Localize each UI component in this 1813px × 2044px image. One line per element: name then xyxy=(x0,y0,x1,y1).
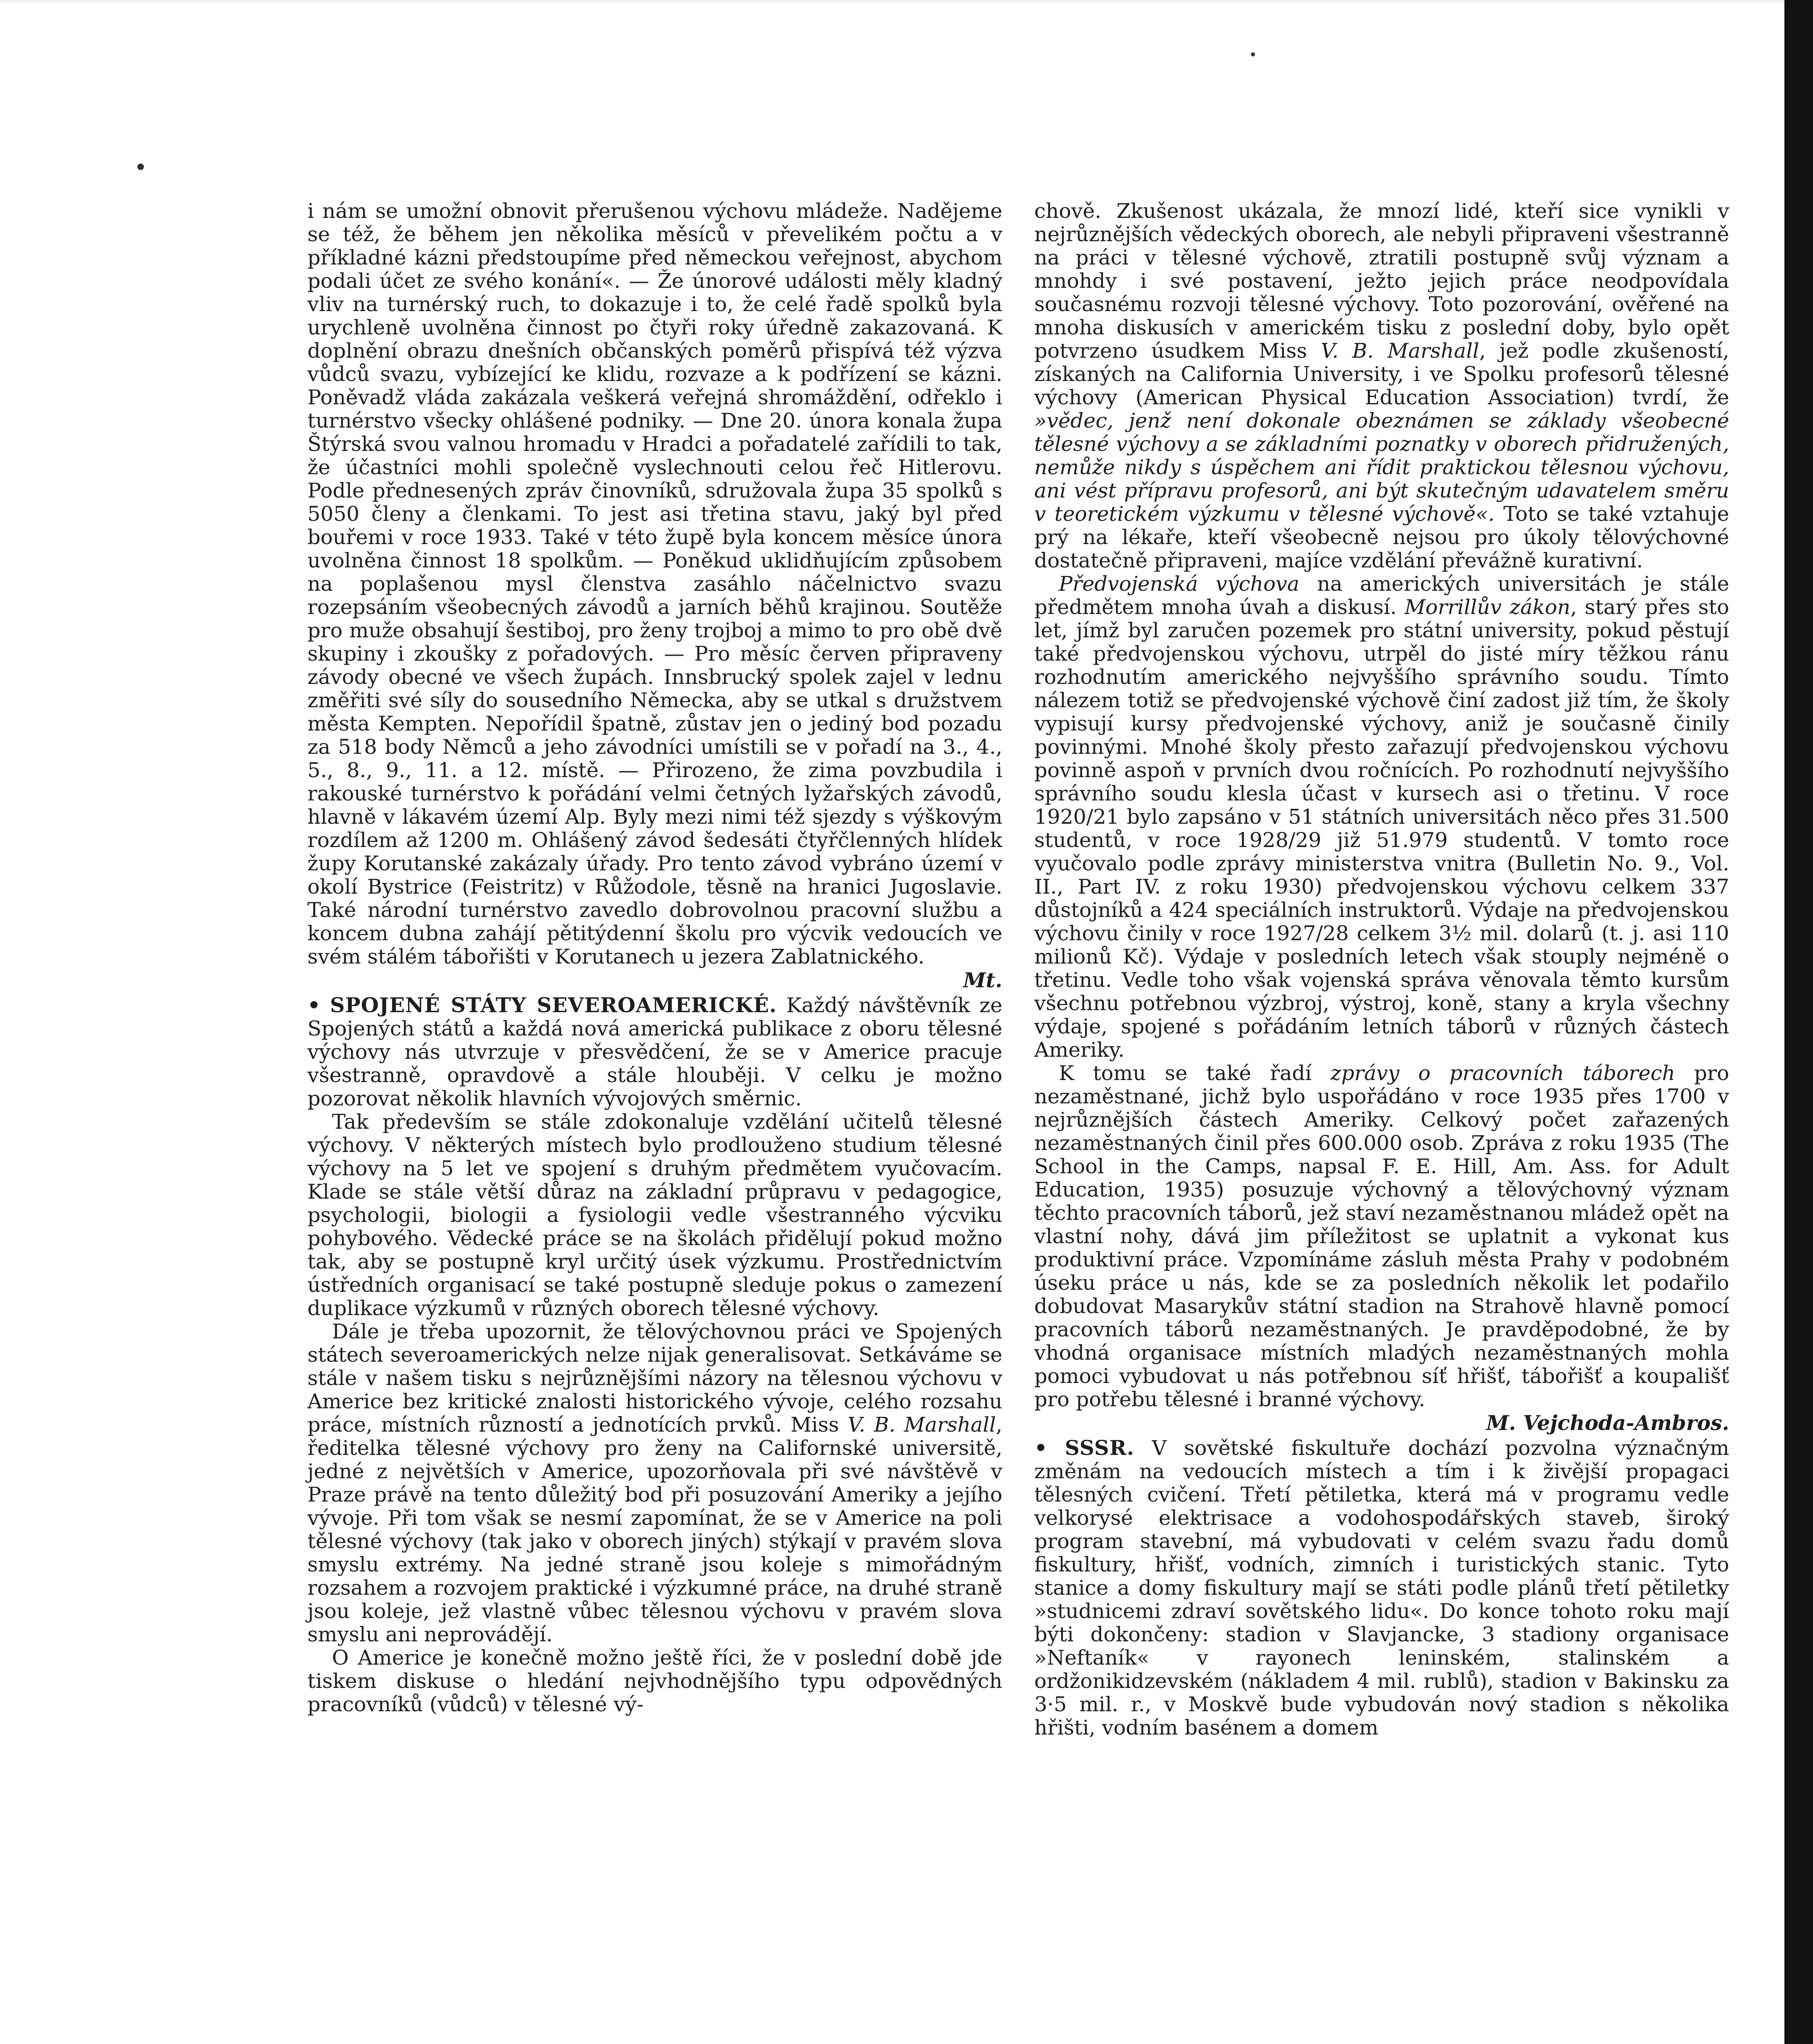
section-ussr xyxy=(1034,1436,1729,1739)
paragraph-austria-continued: i nám se umožní obnovit přerušenou výchovu mládeže. Nadějeme se též, že během jen několika měsíců v převelikém počtu a v příkladné kázni předstoupíme před německou veřejnost, abychom podali účet ze svého konání«. — Že únorové události měly kladný vliv na turnérský ruch, to dokazuje i to, že celé řadě spolků byla urychleně uvolněna činnost po čtyři roky úředně zakazovaná. K doplnění obrazu dnešních občanských poměrů přispívá též výzva vůdců svazu, vybízející ke klidu, rozvaze a k podřízení se kázni. Poněvadž vláda zakázala veškerá veřejná shromáždění, odřeklo i turnérstvo všecky ohlášené podniky. — Dne 20. února konala župa Štýrská svou valnou hromadu v Hradci a pořadatelé zařídili to tak, že účastníci mohli společně vyslechnouti celou řeč Hitlerovu. Podle přednesených zpráv činovníků, sdružovala župa 35 spolků s 5050 členy a členkami. To jest asi třetina stavu, jaký byl před bouřemi v roce 1933. Také v této župě byla koncem měsíce února uvolněna činnost 18 spolkům. — Poněkud uklidňujícím způsobem na poplašenou mysl členstva zasáhlo náčelnictvo svazu rozepsáním všeobecných závodů a jarních běhů krajinou. Soutěže pro muže obsahují šestiboj, pro ženy trojboj a mimo to pro obě dvě skupiny i zkoušky z pořadových. — Pro měsíc červen připraveny závody obecné ve všech župách. Innsbrucký spolek zajel v lednu změřiti své síly do sousedního Německa, aby se utkal s družstvem města Kempten. Nepořídil špatně, zůstav jen o jediný bod pozadu za 518 body Němců a jeho závodníci umístili se v pořadí na 3., 4., 5., 8., 9., 11. a 12. místě. — Přirozeno, že zima povzbudila i rakouské turnérstvo k pořádání velmi četných lyžařských závodů, hlavně v lákavém území Alp. Byly mezi nimi též sjezdy s výškovým rozdílem až 1200 m. Ohlášený závod šedesáti čtyřčlenných hlídek župy Korutanské zakázaly úřady. Pro tento závod vybráno území v okolí Bystrice (Feistritz) v Růžodole, těsně na hranici Jugoslavie. Také národní turnérstvo zavedlo dobrovolnou pracovní službu a koncem dubna zahájí pětitýdenní školu pro výcvik vedoucích ve svém stálém tábořišti v Korutanech u jezera Zablatnického. xyxy=(307,199,1002,968)
person-name: V. B. Marshall xyxy=(847,1413,996,1437)
signature-mt: Mt. xyxy=(963,968,1002,992)
text-run: Dále je třeba upozornit, že tělovýchovnou práci ve Spojených státech severoamerických nelze nijak generalisovat. Setkáváme se stále v našem tisku s nejrůznějšími názory na tělesnou výchovu v Americe bez kritické znalosti historického vývoje, celého rozsahu práce, místních růzností a jednotících prvků. Miss xyxy=(307,1320,1002,1437)
signature-vejchoda-ambros: M. Vejchoda-Ambros. xyxy=(1486,1411,1729,1435)
section-usa xyxy=(307,993,1002,1110)
text-run: Toto se také vztahuje prý na lékaře, kteří všeobecně nejsou pro úkoly tělovýchovné dostatečně připraveni, majíce vzdělání převážně kurativní. xyxy=(1034,502,1729,572)
section-heading-ussr: SSSR. xyxy=(1064,1436,1134,1460)
bullet-icon: • xyxy=(1034,1436,1047,1460)
paragraph-military-training xyxy=(1034,572,1729,1062)
section-heading-usa: SPOJENÉ STÁTY SEVEROAMERICKÉ. xyxy=(330,993,777,1017)
text-run: , ředitelka tělesné výchovy pro ženy na Californské universitě, jedné z největších v Americe, upozorňovala při své návštěvě v Praze právě na tento důležitý bod při posuzování Ameriky a jejího vývoje. Při tom však se nesmí zapomínat, že se v Americe na poli tělesné výchovy (tak jako v oborech jiných) stýkají v pravém slova smyslu extrémy. Na jedné straně jsou koleje s mimořádným rozsahem a rozvojem praktické i výzkumné práce, na druhé straně jsou koleje, jež vlastně vůbec tělesnou výchovu v pravém slova smyslu ani neprovádějí. xyxy=(307,1413,1003,1646)
text-run: , starý přes sto let, jímž byl zaručen pozemek pro státní university, pokud pěstují také předvojenskou výchovu, utrpěl do jisté míry těžkou ránu rozhodnutím amerického nejvyššího správního soudu. Tímto nálezem totiž se předvojenské výchově činí zadost již tím, že školy vypisují kursy předvojenské výchovy, aniž je současně činily povinnými. Mnohé školy přesto zařazují předvojenskou výchovu povinně aspoň v prvních dvou ročnících. Po rozhodnutí nejvyššího správního soudu klesla účast v kursech asi o třetinu. V roce 1920/21 bylo zapsáno v 51 státních universitách něco přes 31.500 studentů, v roce 1928/29 již 51.979 studentů. V tomto roce vyučovalo podle zprávy ministerstva vnitra (Bulletin No. 9., Vol. II., Part IV. z roku 1930) předvojenskou výchovu celkem 337 důstojníků a 424 speciálních instruktorů. Výdaje na předvojenskou výchovu činily v roce 1927/28 celkem 3½ mil. dolarů (t. j. asi 110 milionů Kč). Výdaje v posledních letech však stouply nejméně o třetinu. Vedle toho však vojenská správa věnovala těmto kursům všechnu potřebnou výzbroj, výstroj, koně, stany a kryla všechny výdaje, spojené s pořádáním letních táborů v různých částech Ameriky. xyxy=(1034,595,1729,1062)
paragraph-work-camps xyxy=(1034,1062,1729,1411)
paragraph-leaders-discussion: O Americe je konečně možno ještě říci, že v poslední době jde tiskem diskuse o hledání nejvhodnějšího typu odpovědných pracovníků (vůdců) v tělesné vý- xyxy=(307,1646,1002,1716)
topic-lead: zprávy o pracovních táborech xyxy=(1330,1061,1675,1085)
paragraph-teacher-education: Tak především se stále zdokonaluje vzdělání učitelů tělesné výchovy. V některých místech bylo prodlouženo studium tělesné výchovy na 5 let ve spojení s druhým předmětem vyučovacím. Klade se stále větší důraz na základní průpravu v pedagogice, psychologii, biologii a fysiologii vedle všestranného výcviku pohybového. Vědecké práce se na školách přidělují pokud možno tak, aby se postupně kryl určitý úsek výzkumu. Prostřednictvím ústředních organisací se také postupně sleduje pokus o zamezení duplikace výzkumů v různých oborech tělesné výchovy. xyxy=(307,1110,1002,1320)
paragraph-ussr: V sovětské fiskultuře dochází pozvolna význačným změnám na vedoucích místech a tím i k živější propagaci tělesných cvičení. Třetí pětiletka, která má v programu vedle velkorysé elektrisace a vodohospodářských staveb, široký program stavební, má vybudovati v celém svazu řadu domů fiskultury, hřišť, vodních, zimních i turistických stanic. Tyto stanice a domy fiskultury mají se státi podle plánů třetí pětiletky »studnicemi zdraví sovětského lidu«. Do konce tohoto roku mají býti dokončeny: stadion v Slavjancke, 3 stadiony organisace »Neftaník« v rayonech leninském, stalinském a ordžonikidzevském (nákladem 4 mil. rublů), stadion v Bakinsku za 3·5 mil. r., v Moskvě bude vybudován nový stadion s několika hřišti, vodním basénem a domem xyxy=(1034,1436,1729,1739)
scan-speck xyxy=(137,164,144,170)
scan-right-edge xyxy=(1784,0,1813,2044)
paragraph-generalisation xyxy=(307,1320,1002,1646)
quotation: »vědec, jenž není dokonale obeznámen se základy všeobecné tělesné výchovy a se základními poznatky v oborech přidružených, nemůže nikdy s úspěchem ani řídit praktickou tělesnou výchovu, ani vést přípravu profesorů, ani být skutečným udavatelem směru v teoretickém výzkumu v tělesné výchově«. xyxy=(1034,409,1729,526)
bullet-icon: • xyxy=(307,993,320,1017)
person-name: V. B. Marshall xyxy=(1320,339,1479,363)
law-name: Morrillův zákon xyxy=(1404,595,1571,619)
paragraph-leaders-continued xyxy=(1034,199,1729,572)
text-run: chově. Zkušenost ukázala, že mnozí lidé, kteří sice vynikli v nejrůznějších vědeckých oborech, ale nebyli připraveni všestranně na práci v tělesné výchově, ztratili postupně svůj význam a mnohdy i své postavení, ježto jejich práce neodpovídala současnému rozvoji tělesné výchovy. Toto pozorování, ověřené na mnoha diskusích v americkém tisku z poslední doby, bylo opět potvrzeno úsudkem Miss xyxy=(1034,199,1729,363)
right-column xyxy=(1034,199,1729,1739)
left-column xyxy=(307,199,1002,1716)
text-run: , jež podle zkušeností, získaných na California University, i ve Spolku profesorů tělesné výchovy (American Physical Education Association) tvrdí, že xyxy=(1034,339,1729,409)
paragraph-usa-intro: Každý návštěvník ze Spojených států a každá nová americká publikace z oboru tělesné výchovy nás utvrzuje v přesvědčení, že se v Americe pracuje všestranně, opravdově a stále hlouběji. V celku je možno pozorovat několik hlavních vývojových směrnic. xyxy=(307,993,1002,1110)
scan-speck xyxy=(1251,52,1255,56)
text-run: na amerických universitách je stále předmětem mnoha úvah a diskusí. xyxy=(1034,572,1729,619)
text-run: pro nezaměstnané, jichž bylo uspořádáno v roce 1935 přes 1700 v nejrůznějších částech Ameriky. Celkový počet zařazených nezaměstnaných činil přes 600.000 osob. Zpráva z roku 1935 (The School in the Camps, napsal F. E. Hill, Am. Ass. for Adult Education, 1935) posuzuje výchovný a tělovýchovný význam těchto pracovních táborů, jež staví nezaměstnanou mládež opět na vlastní nohy, dává jim příležitost se uplatnit a vykonat kus produktivní práce. Vzpomínáme zásluh města Prahy v podobném úseku práce u nás, kde se za posledních několik let podařilo dobudovat Masarykův státní stadion na Strahově hlavně pomocí pracovních táborů nezaměstnaných. Je pravděpodobné, že by vhodná organisace místních mladých nezaměstnaných mohla pomoci vybudovat u nás potřebnou síť hřišť, tábořišť a koupališť pro potřebu tělesné i branné výchovy. xyxy=(1034,1061,1730,1411)
topic-lead: Předvojenská výchova xyxy=(1059,572,1300,596)
text-run: K tomu se také řadí xyxy=(1059,1061,1331,1085)
scan-top-edge xyxy=(0,0,1784,2)
